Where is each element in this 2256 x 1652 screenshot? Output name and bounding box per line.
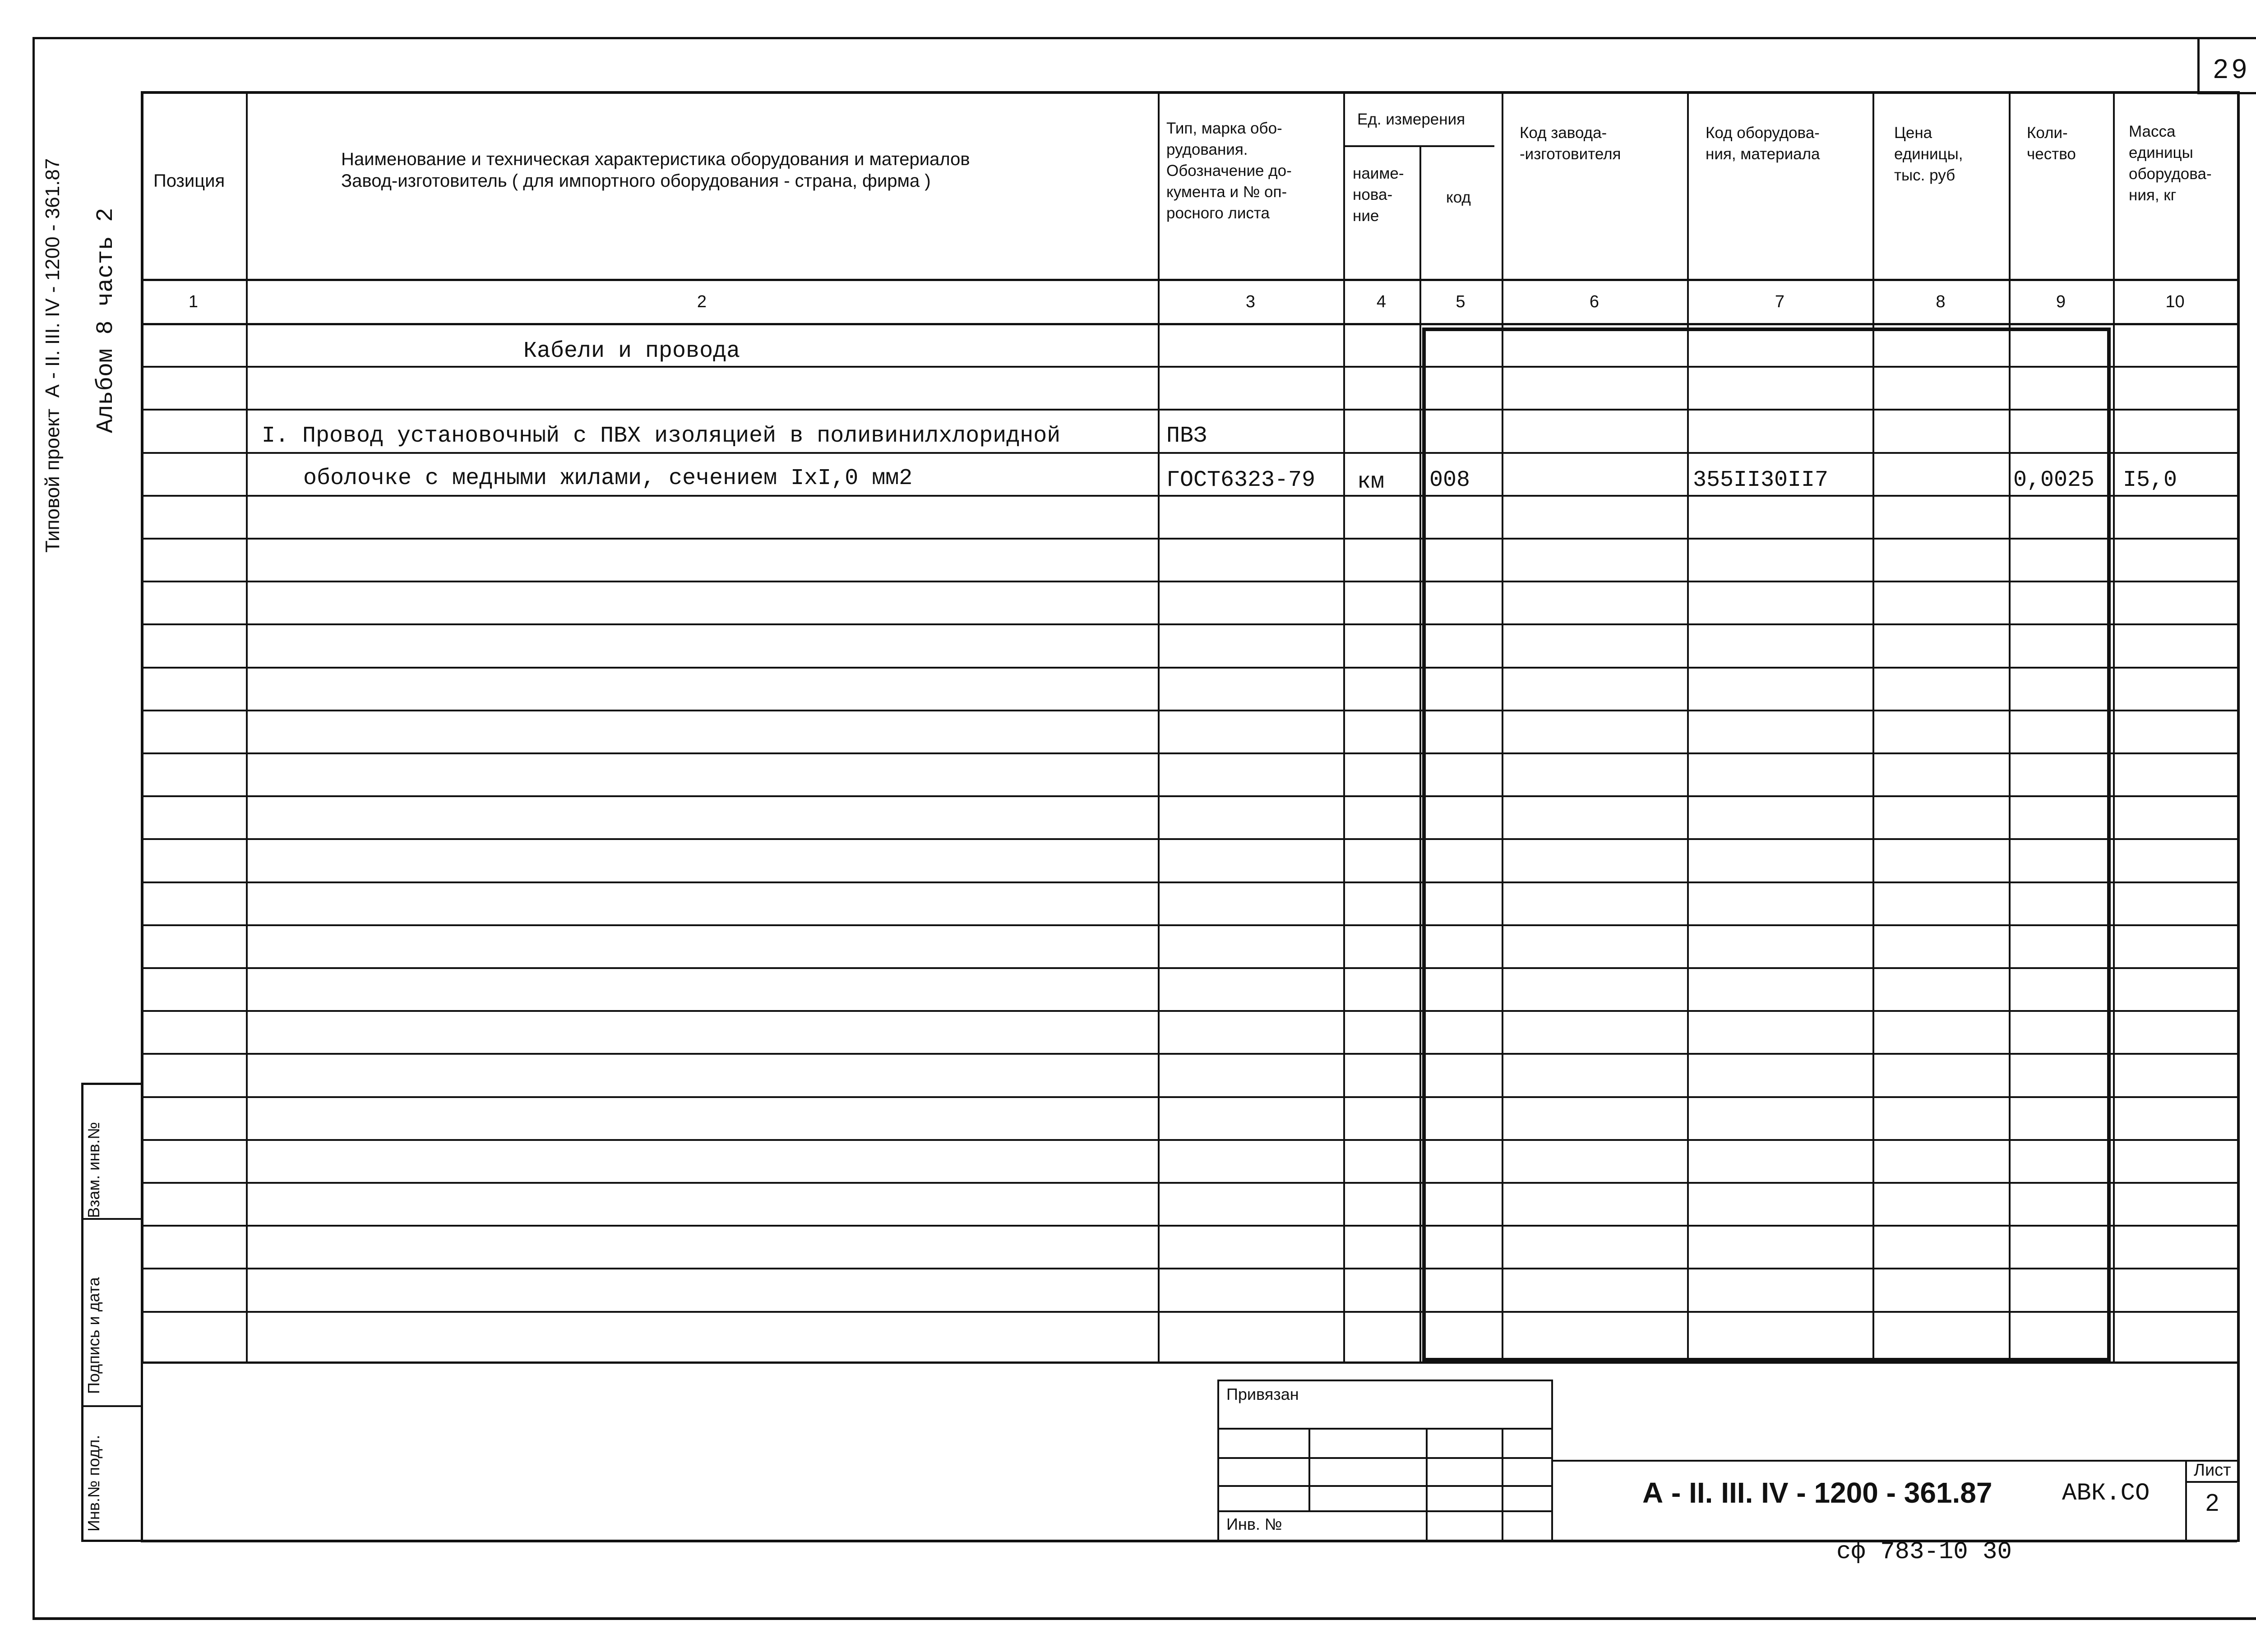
header-mass-l2: единицы bbox=[2129, 144, 2193, 162]
frame-top bbox=[32, 37, 2256, 39]
header-unit-code: код bbox=[1446, 189, 1471, 206]
item-mass: I5,0 bbox=[2123, 467, 2177, 493]
header-name-line2: Завод-изготовитель ( для импортного оборудования - страна, фирма ) bbox=[341, 171, 931, 191]
header-factory-code-l2: -изготовителя bbox=[1520, 145, 1621, 163]
stamp-top bbox=[1217, 1380, 1552, 1381]
side-strip-bottom bbox=[81, 1540, 141, 1542]
column-line bbox=[1687, 91, 1689, 1362]
list-label: Лист bbox=[2194, 1461, 2231, 1480]
item-unit: км bbox=[1357, 469, 1385, 495]
row-line bbox=[141, 838, 2237, 840]
vzam-inv-label: Взам. инв.№ bbox=[84, 1121, 103, 1218]
header-type-l2: рудования. bbox=[1166, 141, 1248, 158]
item-type: ПВЗ bbox=[1166, 423, 1207, 449]
thick-block-right bbox=[2107, 328, 2111, 1361]
header-type-l1: Тип, марка обо- bbox=[1166, 120, 1282, 137]
column-number-5: 5 bbox=[1456, 292, 1465, 311]
sheet-number-top: 29 bbox=[2213, 54, 2251, 84]
row-line bbox=[141, 881, 2237, 883]
table-bottom bbox=[141, 1361, 2237, 1364]
column-line bbox=[1343, 91, 1345, 1362]
list-box-divider bbox=[2185, 1481, 2237, 1483]
title-top bbox=[1552, 1460, 2237, 1462]
row-line bbox=[141, 1311, 2237, 1313]
row-line bbox=[141, 924, 2237, 926]
row-line bbox=[141, 495, 2237, 497]
list-value: 2 bbox=[2205, 1489, 2219, 1516]
header-price-l1: Цена bbox=[1894, 124, 1932, 142]
row-line bbox=[141, 538, 2237, 540]
column-line bbox=[2113, 91, 2115, 1362]
row-line bbox=[141, 1225, 2237, 1227]
body-left bbox=[141, 1362, 143, 1542]
column-line bbox=[1502, 91, 1503, 1362]
row-line bbox=[141, 967, 2237, 969]
column-number-10: 10 bbox=[2165, 292, 2185, 311]
column-number-4: 4 bbox=[1376, 292, 1387, 311]
header-factory-code-l1: Код завода- bbox=[1520, 124, 1607, 142]
column-line bbox=[1872, 91, 1874, 1362]
item-description-line1: I. Провод установочный с ПВХ изоляцией в поливинилхлоридной bbox=[262, 423, 1061, 449]
table-top bbox=[141, 91, 2237, 94]
header-position: Позиция bbox=[153, 171, 225, 191]
body-right bbox=[2237, 1362, 2240, 1542]
frame-left bbox=[32, 37, 35, 1620]
stamp-col2 bbox=[1426, 1428, 1428, 1542]
item-description-line2: оболочке с медными жилами, сечением IxI,0 мм2 bbox=[303, 466, 913, 491]
row-line bbox=[141, 1096, 2237, 1098]
row-line bbox=[141, 581, 2237, 582]
podpis-data-label: Подпись и дата bbox=[84, 1277, 103, 1394]
thick-block-top bbox=[1422, 328, 2111, 331]
row-line bbox=[141, 452, 2237, 454]
row-line bbox=[141, 1139, 2237, 1141]
header-unit-name-l3: ние bbox=[1353, 207, 1379, 225]
column-number-2: 2 bbox=[697, 292, 707, 311]
row-line bbox=[141, 667, 2237, 669]
item-unit-code: 008 bbox=[1429, 467, 1470, 493]
side-strip-div1 bbox=[81, 1218, 141, 1220]
row-line bbox=[141, 752, 2237, 754]
column-number-3: 3 bbox=[1245, 292, 1256, 311]
header-unit-group: Ед. измерения bbox=[1357, 111, 1465, 128]
header-mass-l1: Масса bbox=[2129, 123, 2176, 140]
row-line bbox=[141, 1010, 2237, 1012]
abk-code: АВК.СО bbox=[2062, 1480, 2150, 1507]
side-strip-div2 bbox=[81, 1405, 141, 1407]
thick-block-bottom bbox=[1422, 1358, 2111, 1361]
column-number-7: 7 bbox=[1775, 292, 1785, 311]
header-unit-name-l1: наиме- bbox=[1353, 165, 1404, 182]
header-quantity-l2: чество bbox=[2027, 145, 2076, 163]
privyazan-label: Привязан bbox=[1226, 1385, 1299, 1403]
item-equipment-code: 355II30II7 bbox=[1693, 467, 1829, 493]
row-line bbox=[141, 1053, 2237, 1055]
header-type-l5: росного листа bbox=[1166, 204, 1270, 222]
header-bottom bbox=[141, 279, 2237, 281]
list-box-left bbox=[2185, 1460, 2187, 1542]
header-unit-name-l2: нова- bbox=[1353, 186, 1393, 203]
project-designation-vertical: Типовой проект А - II. III. IV - 1200 - 361.87 bbox=[42, 158, 64, 553]
header-type-l4: кумента и № оп- bbox=[1166, 183, 1287, 201]
column-number-6: 6 bbox=[1589, 292, 1600, 311]
stamp-col1 bbox=[1308, 1428, 1310, 1511]
side-strip-left bbox=[81, 1083, 83, 1542]
column-line bbox=[2009, 91, 2011, 1362]
stamp-col3 bbox=[1502, 1428, 1503, 1542]
row-line bbox=[141, 366, 2237, 368]
header-mass-l4: ния, кг bbox=[2129, 186, 2177, 204]
header-mass-l3: оборудова- bbox=[2129, 165, 2212, 183]
header-equipment-code-l2: ния, материала bbox=[1706, 145, 1820, 163]
inv-podl-label: Инв.№ подл. bbox=[84, 1435, 103, 1532]
row-line bbox=[141, 795, 2237, 797]
header-price-l2: единицы, bbox=[1894, 145, 1963, 163]
sheet-box-left bbox=[2197, 37, 2200, 94]
header-price-l3: тыс. руб bbox=[1894, 166, 1956, 184]
thick-block-left bbox=[1422, 328, 1426, 1361]
footer-note: сф 783-10 30 bbox=[1836, 1538, 2012, 1566]
header-equipment-code-l1: Код оборудова- bbox=[1706, 124, 1820, 142]
section-title: Кабели и провода bbox=[523, 338, 740, 364]
column-number-9: 9 bbox=[2056, 292, 2066, 311]
column-number-1: 1 bbox=[188, 292, 199, 311]
stamp-left bbox=[1217, 1380, 1219, 1542]
row-line bbox=[141, 1182, 2237, 1184]
header-type-l3: Обозначение до- bbox=[1166, 162, 1292, 180]
column-line bbox=[1158, 91, 1160, 1362]
item-quantity: 0,0025 bbox=[2013, 467, 2095, 493]
header-name-line1: Наименование и техническая характеристика оборудования и материалов bbox=[341, 149, 970, 169]
side-strip-top bbox=[81, 1083, 141, 1085]
document-code: А - II. III. IV - 1200 - 361.87 bbox=[1642, 1477, 1992, 1509]
header-quantity-l1: Коли- bbox=[2027, 124, 2068, 142]
row-line bbox=[141, 1268, 2237, 1269]
unit-group-divider bbox=[1343, 145, 1494, 147]
row-line bbox=[141, 623, 2237, 625]
item-gost: ГОСТ6323-79 bbox=[1166, 467, 1316, 493]
frame-bottom bbox=[32, 1617, 2256, 1620]
column-line bbox=[2237, 91, 2240, 1362]
album-part-vertical: Альбом 8 часть 2 bbox=[92, 208, 119, 433]
colnum-row-bottom bbox=[141, 323, 2237, 325]
row-line bbox=[141, 409, 2237, 411]
column-line bbox=[246, 91, 248, 1362]
column-number-8: 8 bbox=[1936, 292, 1946, 311]
row-line bbox=[141, 710, 2237, 711]
inv-no-label: Инв. № bbox=[1226, 1515, 1282, 1533]
